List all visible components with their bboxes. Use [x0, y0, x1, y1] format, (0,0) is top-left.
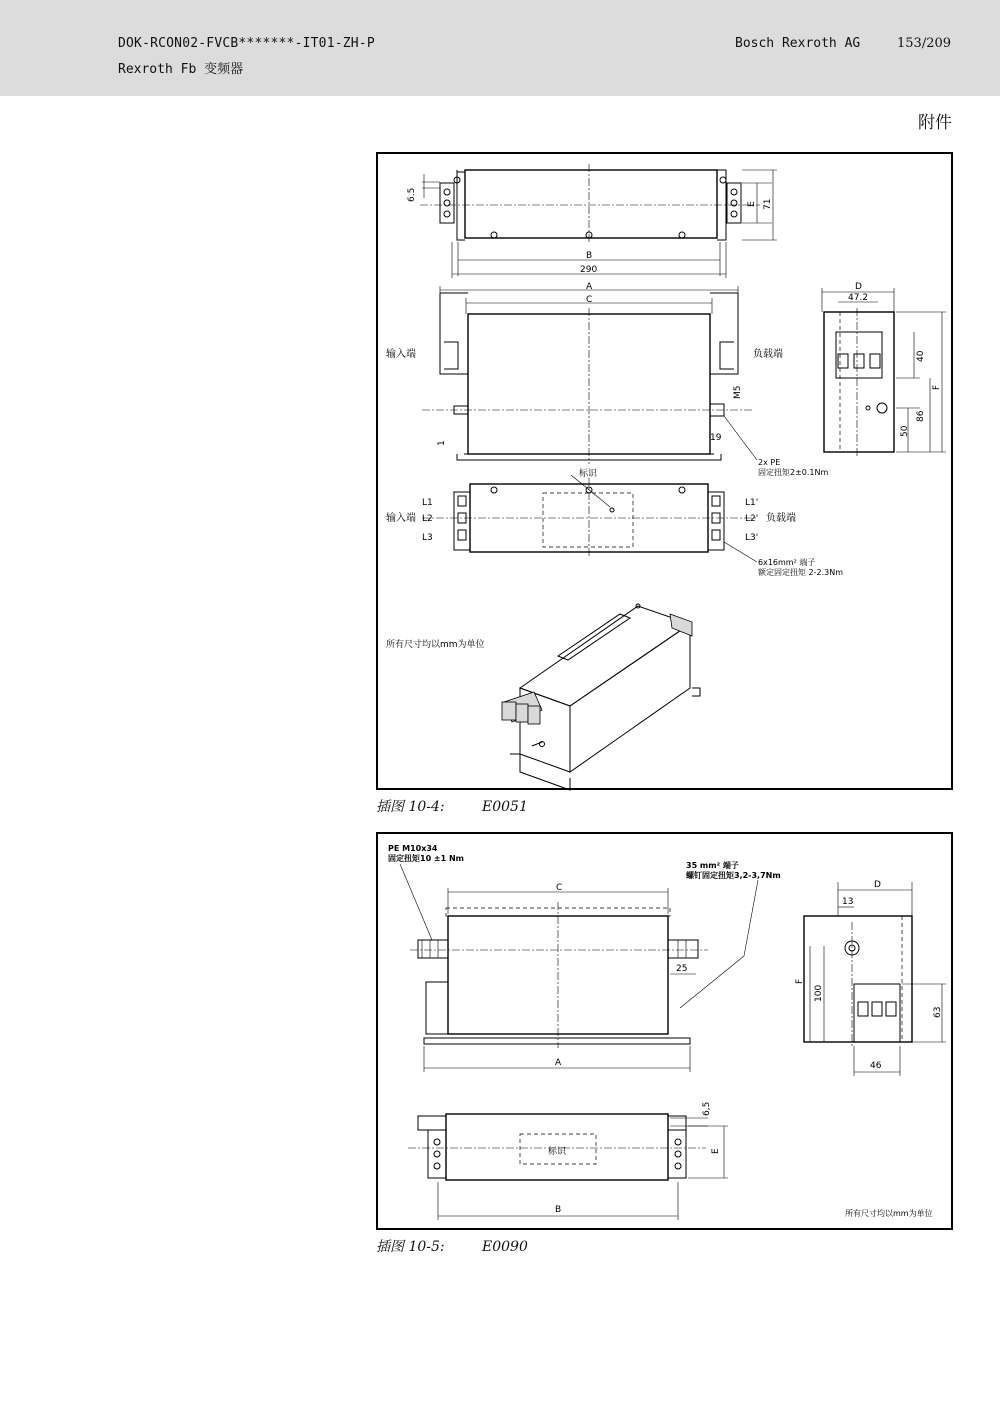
dim-M5: M5 — [733, 385, 743, 399]
dim-19: 19 — [710, 433, 722, 443]
dim-40: 40 — [916, 350, 926, 362]
dim-71: 71 — [763, 198, 773, 210]
label-load: 负载端 — [753, 349, 783, 360]
dim-25: 25 — [676, 964, 688, 974]
label-L2: L2 — [422, 514, 433, 524]
label-terminal-torque: 螺钉固定扭矩3,2-3,7Nm — [686, 871, 781, 880]
dim-A: A — [555, 1058, 562, 1068]
label-L3p: L3' — [745, 533, 759, 543]
figure-10-5-drawing — [378, 834, 955, 1232]
dim-1: 1 — [437, 440, 447, 446]
dim-B: B — [555, 1205, 562, 1215]
figure-10-4-drawing — [378, 154, 955, 792]
page-number: 153/209 — [897, 36, 952, 51]
dim-100: 100 — [814, 984, 824, 1002]
isometric-view — [502, 604, 700, 790]
label-L3: L3 — [422, 533, 433, 543]
dim-13: 13 — [842, 897, 854, 907]
label-mark: 标识 — [548, 1147, 567, 1157]
figure-10-4 — [376, 152, 953, 790]
label-terminal: 35 mm² 端子 — [686, 861, 739, 870]
label-pe-torque: 固定扭矩2±0.1Nm — [758, 468, 829, 477]
page-header — [0, 0, 1000, 96]
dim-D: D — [874, 880, 881, 890]
label-mark: 标识 — [579, 469, 598, 479]
label-load-2: 负载端 — [766, 513, 796, 524]
label-L2p: L2' — [745, 514, 759, 524]
side-view-body — [824, 312, 894, 452]
dim-86: 86 — [916, 410, 926, 422]
caption-code: E0051 — [482, 799, 528, 815]
label-input: 输入端 — [386, 349, 416, 360]
figure-10-5 — [376, 832, 953, 1230]
dim-46: 46 — [870, 1061, 882, 1071]
figure-10-4-caption — [376, 796, 528, 816]
label-units: 所有尺寸均以mm为单位 — [386, 640, 485, 650]
label-pe-torque: 固定扭矩10 ±1 Nm — [388, 854, 465, 863]
caption-number: 插图 10-5: — [376, 1239, 445, 1255]
label-L1p: L1' — [745, 498, 759, 508]
dim-E: E — [711, 1148, 721, 1154]
label-L1: L1 — [422, 498, 433, 508]
dim-290: 290 — [580, 265, 598, 275]
label-terminal-torque: 额定固定扭矩 2-2.3Nm — [758, 568, 844, 577]
dim-6-5: 6.5 — [407, 187, 417, 202]
dim-D: D — [855, 282, 862, 292]
dim-C: C — [556, 883, 563, 893]
figure-10-5-caption — [376, 1236, 528, 1256]
dim-47-2: 47.2 — [848, 293, 869, 303]
side-view-body — [804, 916, 912, 1042]
label-terminal: 6x16mm² 端子 — [758, 558, 816, 567]
dim-E: E — [747, 201, 757, 207]
dim-50: 50 — [900, 425, 910, 437]
dim-B: B — [586, 251, 593, 261]
document-id: DOK-RCON02-FVCB*******-IT01-ZH-P — [118, 36, 375, 51]
dim-A: A — [586, 282, 593, 292]
section-title: 附件 — [918, 113, 952, 133]
caption-number: 插图 10-4: — [376, 799, 445, 815]
dim-C: C — [586, 295, 593, 305]
caption-code: E0090 — [482, 1239, 528, 1255]
label-pe-bolt: PE M10x34 — [388, 844, 438, 853]
product-name: Rexroth Fb 变频器 — [118, 62, 244, 77]
dim-F: F — [795, 978, 805, 984]
dim-63: 63 — [933, 1006, 943, 1018]
label-pe-count: 2x PE — [758, 458, 781, 467]
label-units: 所有尺寸均以mm为单位 — [845, 1209, 933, 1218]
dim-F: F — [932, 384, 942, 390]
dim-6-5: 6,5 — [702, 1101, 712, 1116]
label-input-2: 输入端 — [386, 513, 416, 524]
top-view-body — [465, 170, 717, 238]
company-name: Bosch Rexroth AG — [735, 36, 861, 51]
